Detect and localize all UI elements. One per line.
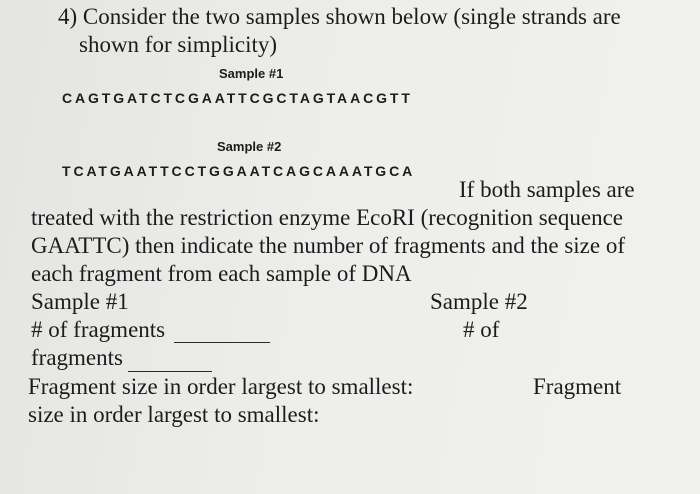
prompt-line-4: each fragment from each sample of DNA xyxy=(31,261,412,286)
fragments-count-label-2b: fragments xyxy=(31,345,123,370)
fragments-count-blank-1[interactable] xyxy=(174,342,270,343)
answer-sample-2-heading: Sample #2 xyxy=(430,289,528,314)
answer-sample-1-heading: Sample #1 xyxy=(31,289,129,314)
question-text-line-2: shown for simplicity) xyxy=(79,32,278,57)
fragments-count-label-2a: # of xyxy=(463,317,500,342)
prompt-line-3: GAATTC) then indicate the number of fragments and the size of xyxy=(31,233,625,258)
question-text-line-1: 4) Consider the two samples shown below (single strands are xyxy=(58,4,621,29)
sample-2-sequence: TCATGAATTCCTGGAATCAGCAAATGCA xyxy=(62,163,416,179)
sample-1-sequence: CAGTGATCTCGAATTCGCTAGTAACGTT xyxy=(62,90,413,106)
sample-1-label: Sample #1 xyxy=(219,66,284,81)
prompt-line-1: If both samples are xyxy=(459,177,635,202)
fragment-size-label-2a: Fragment xyxy=(533,374,622,399)
sample-2-label: Sample #2 xyxy=(217,139,282,154)
fragment-size-label-2b: size in order largest to smallest: xyxy=(28,402,320,427)
prompt-line-2: treated with the restriction enzyme EcoRI (recognition sequence xyxy=(31,205,624,230)
fragments-count-label-1: # of fragments xyxy=(31,317,166,342)
fragments-count-blank-2[interactable] xyxy=(128,371,212,372)
fragment-size-label-1: Fragment size in order largest to smallest: xyxy=(28,374,414,399)
